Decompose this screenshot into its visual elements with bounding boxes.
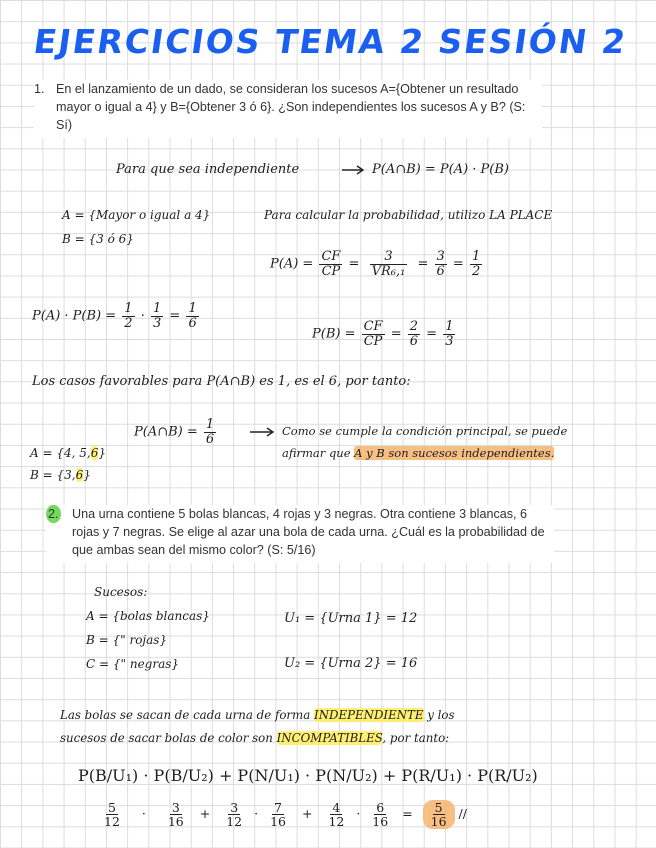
equals-sign: = [402,806,413,822]
pa-fraction [435,250,447,278]
pb-fraction [408,320,420,348]
white-u2-fraction [166,801,186,828]
exercise-2-text: Una urna contiene 5 bolas blancas, 4 rojas y 3 negras. Otra contiene 3 blancas, 6 rojas y 7 negras. Se elige al azar una bola de cada urna. ¿Cuál es la probabilidad de que ambas sean del mismo color? (S: 5/16) [72,507,545,557]
white-u1-numerator: 5 [107,800,116,815]
end-mark: // [458,806,467,822]
probability-formula: P(B/U₁) · P(B/U₂) + P(N/U₁) · P(N/U₂) + P(R/U₁) · P(R/U₂) [78,766,538,785]
independiente-highlight: INDEPENDIENTE [314,708,424,722]
cf-label: CF [321,249,341,264]
explanation-line-1-end: y los [427,708,455,722]
red-u2-fraction [370,801,390,828]
pab-calculation [134,418,218,446]
independence-formula: P(A∩B) = P(A) · P(B) [372,162,510,177]
explanation-line-2-text: sucesos de sacar bolas de color son [60,731,273,745]
event-a: A = {bolas blancas} [86,609,210,623]
laplace-note: Para calcular la probabilidad, utilizo LA PLACE [264,208,553,222]
condition-text: Para que sea independiente [116,162,300,177]
exercise-1-statement [34,80,542,138]
red-u1-denominator: 12 [328,814,345,830]
vr-numerator: 3 [370,250,406,265]
product-calculation: P(A) · P(B) = $\frac{1}{2}$ · $\frac{1}{3}$ = $\frac{1}{6}$ [32,301,197,331]
exercise-2-statement [46,505,554,563]
pa-label: P(A) = [270,256,314,272]
red-u2-numerator: 6 [376,800,385,815]
final-calculation [100,800,467,829]
event-b: B = {" rojas} [86,633,168,647]
black-u1-denominator: 12 [226,814,243,830]
pab-fraction [204,418,216,446]
set-a-definition: A = {Mayor o igual a 4} [62,208,211,222]
red-u1-numerator: 4 [332,800,341,815]
cp-label: CP [321,263,341,279]
set-a-elements: A = {4, 5,6} [30,446,106,460]
result-fraction [429,801,449,828]
favorable-cases: Los casos favorables para P(A∩B) es 1, es el 6, por tanto: [32,374,411,389]
pb-result-denominator: 3 [445,333,454,349]
half-numerator: 1 [124,301,133,316]
product-result-numerator: 1 [188,301,197,316]
pa-result-denominator: 2 [471,263,481,279]
black-u2-fraction [268,801,288,828]
set-b-definition: B = {3 ó 6} [62,232,134,246]
result-highlight [423,800,455,829]
plus-sign: + [199,806,211,822]
arrow-icon [340,164,366,176]
explanation-line-1-text: Las bolas se sacan de cada urna de forma [60,708,311,722]
multiply-sign: · [141,806,146,822]
pb-cp: CP [363,333,383,349]
exercise-1-number: 1. [34,82,45,96]
exercise-2-number: 2. [48,507,59,521]
third-denominator: 3 [152,315,162,331]
multiply-sign: · [356,806,361,822]
urn-1-total: U₁ = {Urna 1} = 12 [284,611,418,626]
third-fraction [151,302,163,330]
conclusion-line-1: Como se cumple la condición principal, se puede [282,424,568,438]
arrow-icon [248,426,276,438]
vr-fraction [370,250,408,278]
vr-denominator: VR₆,₁ [371,263,406,279]
set-b-elements-text: B = {3, [30,468,76,482]
pa-result-numerator: 1 [471,249,481,264]
pa-calculation: P(A) = $\frac{CF}{CP}$ = $\frac{3}{\text{VR₆,₁}}$ = $\frac{3}{6}$ = $\frac{1}{2}$ [270,249,481,279]
black-u2-denominator: 16 [270,814,286,830]
pb-cf: CF [363,319,383,334]
white-u1-denominator: 12 [104,814,120,830]
laplace-fraction [319,250,342,278]
pb-laplace-fraction [362,320,385,348]
pb-result-numerator: 1 [445,319,454,334]
pa-numerator: 3 [436,249,445,264]
black-u1-fraction [224,801,244,828]
event-c: C = {" negras} [86,657,180,671]
pab-label: P(A∩B) = [134,424,198,440]
set-a-elements-text: A = {4, 5, [30,446,91,460]
sucesos-heading: Sucesos: [94,585,148,599]
pb-label: P(B) = [312,326,356,342]
result-denominator: 16 [430,814,447,830]
pb-result [443,320,455,348]
page-title: EJERCICIOS TEMA 2 SESIÓN 2 [31,22,630,61]
pa-result [470,250,482,278]
multiply-sign: · [254,806,259,822]
explanation-line-2-end: , por tanto: [382,731,450,745]
result-numerator: 5 [434,800,443,815]
explanation-line-1 [60,708,455,722]
set-a-six-highlight: 6 [90,446,99,460]
independence-conclusion-highlight: A y B son sucesos independientes. [354,446,555,460]
pab-denominator: 6 [205,431,215,447]
urn-2-total: U₂ = {Urna 2} = 16 [284,656,418,671]
third-numerator: 1 [152,301,162,316]
white-u1-fraction [102,801,122,828]
white-u2-denominator: 16 [167,814,184,830]
explanation-line-2 [60,731,449,745]
incompatibles-highlight: INCOMPATIBLES [276,731,383,745]
white-u2-numerator: 3 [171,800,180,815]
set-b-elements: B = {3,6} [30,468,91,482]
conclusion-prefix: afirmar que [282,446,351,460]
exercise-1-text: En el lanzamiento de un dado, se consideran los sucesos A={Obtener un resultado mayor o igual a 4} y B={Obtener 3 ó 6}. ¿Son independientes los sucesos A y B? (S: Sí) [56,82,526,132]
product-result [186,302,198,330]
product-result-denominator: 6 [188,315,197,331]
black-u1-numerator: 3 [230,800,239,815]
pa-denominator: 6 [436,263,445,279]
set-b-six-highlight: 6 [75,468,84,482]
conclusion-line-2 [282,446,554,460]
half-denominator: 2 [124,315,133,331]
red-u2-denominator: 16 [372,814,389,830]
plus-sign: + [301,806,313,822]
pab-numerator: 1 [205,417,215,432]
half-fraction [122,302,134,330]
pb-calculation: P(B) = $\frac{CF}{CP}$ = $\frac{2}{6}$ = $\frac{1}{3}$ [312,319,454,349]
red-u1-fraction [326,801,346,828]
pb-numerator: 2 [409,319,419,334]
pb-denominator: 6 [409,333,419,349]
black-u2-numerator: 7 [274,800,282,815]
product-label: P(A) · P(B) = [32,308,117,324]
